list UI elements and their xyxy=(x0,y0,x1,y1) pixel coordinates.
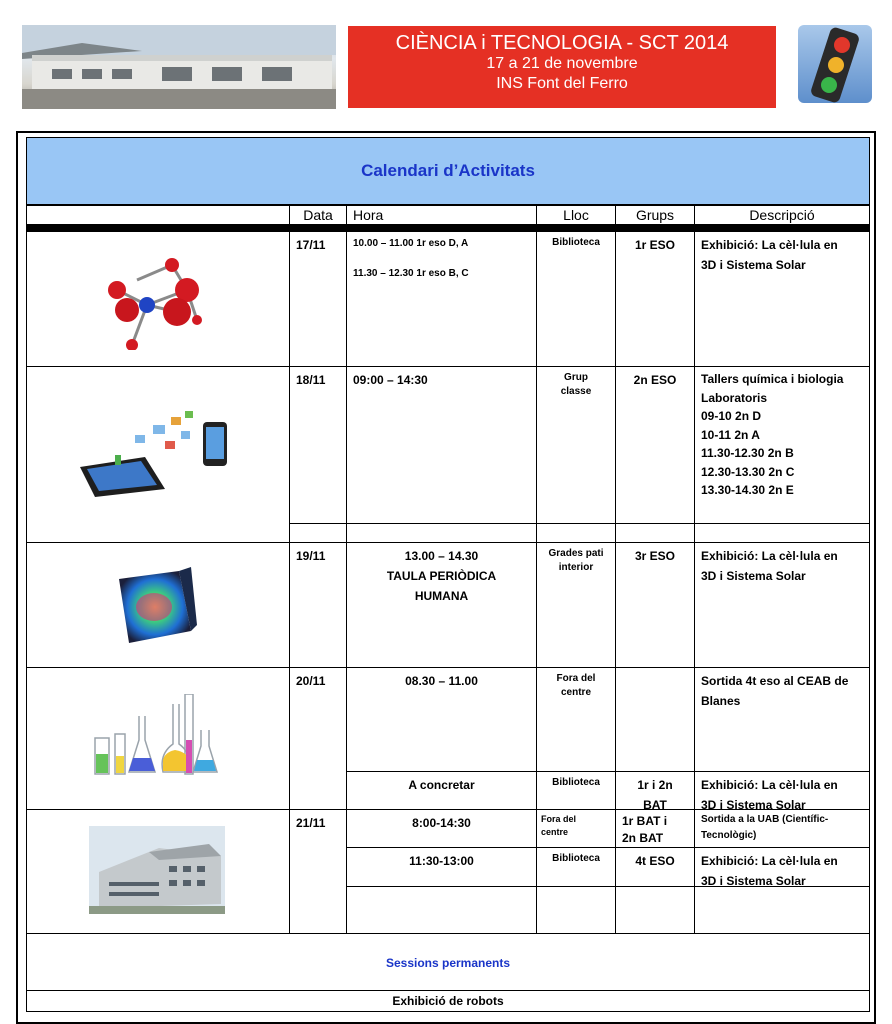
day1-descripcio-line1: Exhibició: La cèl·lula en xyxy=(701,238,838,252)
day5-row1-grups-line2: 2n BAT xyxy=(622,831,664,845)
day4-lloc xyxy=(536,667,616,772)
day1-descripcio xyxy=(694,231,870,367)
molecule-image xyxy=(26,231,290,367)
day2-descripcio-line: 11.30-12.30 2n B xyxy=(701,446,794,460)
day2-descripcio-line: Laboratoris xyxy=(701,390,768,405)
column-header-descripcio: Descripció xyxy=(694,205,870,225)
glowing-cube-image xyxy=(26,542,290,668)
day4-descripcio-line2: Blanes xyxy=(701,694,741,708)
column-header-lloc: Lloc xyxy=(536,205,616,225)
day4-sub-hora: A concretar xyxy=(346,771,537,810)
banner-school: INS Font del Ferro xyxy=(496,75,628,92)
column-header-hora: Hora xyxy=(346,205,537,225)
day5-row1-lloc-line2: centre xyxy=(541,827,569,837)
day5-row2-descripcio-line2: 3D i Sistema Solar xyxy=(701,874,806,888)
day1-hora xyxy=(346,231,537,367)
day4-sub-lloc: Biblioteca xyxy=(536,771,616,810)
day4-sub-grups xyxy=(615,771,695,810)
day4-hora: 08.30 – 11.00 xyxy=(346,667,537,772)
day2-lloc-line1: Grup xyxy=(564,372,588,383)
day4-date: 20/11 xyxy=(289,667,347,810)
day3-descripcio-line2: 3D i Sistema Solar xyxy=(701,569,806,583)
column-header-grups: Grups xyxy=(615,205,695,225)
day1-date: 17/11 xyxy=(289,231,347,367)
school-building-photo xyxy=(22,25,336,109)
day4-lloc-line2: centre xyxy=(560,687,591,698)
day3-lloc-line1: Grades pati xyxy=(548,548,604,559)
day2-empty-cell xyxy=(536,523,616,543)
day5-row1-lloc-line1: Fora del xyxy=(541,814,577,824)
day1-lloc: Biblioteca xyxy=(536,231,616,367)
day2-descripcio-line: 12.30-13.30 2n C xyxy=(701,464,795,479)
day5-row2-hora: 11:30-13:00 xyxy=(346,847,537,887)
day4-sub-descripcio-line1: Exhibició: La cèl·lula en xyxy=(701,778,838,792)
day5-empty-cell xyxy=(536,886,616,934)
day1-descripcio-line2: 3D i Sistema Solar xyxy=(701,258,806,272)
day3-lloc-line2: interior xyxy=(558,562,594,573)
day2-descripcio-line: 09-10 2n D xyxy=(701,409,762,423)
day5-row1-descripcio-line2: Tecnològic) xyxy=(701,830,757,841)
day5-row1-lloc xyxy=(536,809,616,848)
day5-empty-cell xyxy=(615,886,695,934)
day2-empty-cell xyxy=(346,523,537,543)
activity-calendar xyxy=(16,131,876,1024)
column-header-data: Data xyxy=(289,205,347,225)
day1-grups: 1r ESO xyxy=(615,231,695,367)
banner-dates: 17 a 21 de novembre xyxy=(486,55,638,72)
day3-hora-line1: 13.00 – 14.30 xyxy=(404,549,479,563)
day2-empty-cell xyxy=(289,523,347,543)
day2-empty-cell xyxy=(615,523,695,543)
day2-hora: 09:00 – 14:30 xyxy=(346,366,537,524)
calendar-title: Calendari d’Activitats xyxy=(26,137,870,205)
traffic-light-icon xyxy=(798,25,872,103)
day3-date: 19/11 xyxy=(289,542,347,668)
day1-hora-line1: 10.00 – 11.00 1r eso D, A xyxy=(353,238,469,249)
day3-descripcio xyxy=(694,542,870,668)
day4-sub-descripcio xyxy=(694,771,870,810)
day5-row1-grups-line1: 1r BAT i xyxy=(622,814,668,828)
day2-descripcio-line: Tallers química i biologia xyxy=(701,372,844,386)
day3-hora xyxy=(346,542,537,668)
day3-lloc xyxy=(536,542,616,668)
day2-descripcio-line: 10-11 2n A xyxy=(701,427,760,442)
day5-row2-descripcio xyxy=(694,847,870,887)
day2-empty-cell xyxy=(694,523,870,543)
robots-exhibition-row: Exhibició de robots xyxy=(26,990,870,1012)
permanent-sessions-heading: Sessions permanents xyxy=(26,933,870,991)
day2-lloc-line2: classe xyxy=(560,386,592,397)
day3-hora-line3: HUMANA xyxy=(414,589,469,603)
day2-date: 18/11 xyxy=(289,366,347,524)
day5-row2-grups: 4t ESO xyxy=(615,847,695,887)
day3-grups: 3r ESO xyxy=(615,542,695,668)
day4-sub-descripcio-line2: 3D i Sistema Solar xyxy=(701,798,806,812)
day5-row1-descripcio-line1: Sortida a la UAB (Científic- xyxy=(701,814,829,825)
day1-hora-line2: 11.30 – 12.30 1r eso B, C xyxy=(353,268,469,279)
day5-empty-cell xyxy=(694,886,870,934)
day2-descripcio-line: 13.30-14.30 2n E xyxy=(701,483,794,497)
lab-flasks-image xyxy=(26,667,290,810)
page-header xyxy=(0,0,892,120)
day4-descripcio xyxy=(694,667,870,772)
day5-date: 21/11 xyxy=(289,809,347,934)
day2-descripcio xyxy=(694,366,870,524)
day5-empty-cell xyxy=(346,886,537,934)
tablet-devices-image xyxy=(26,366,290,543)
day5-row1-hora: 8:00-14:30 xyxy=(346,809,537,848)
day5-row1-descripcio xyxy=(694,809,870,848)
day4-sub-grups-line2: BAT xyxy=(643,798,667,812)
day3-descripcio-line1: Exhibició: La cèl·lula en xyxy=(701,549,838,563)
day4-lloc-line1: Fora del xyxy=(556,673,596,684)
banner-title: CIÈNCIA i TECNOLOGIA - SCT 2014 xyxy=(395,32,729,54)
day3-hora-line2: TAULA PERIÒDICA xyxy=(386,569,497,583)
day2-lloc xyxy=(536,366,616,524)
day5-row2-lloc: Biblioteca xyxy=(536,847,616,887)
event-banner xyxy=(348,26,776,108)
day4-sub-grups-line1: 1r i 2n xyxy=(637,778,673,792)
image-column-header xyxy=(26,205,290,225)
day4-descripcio-line1: Sortida 4t eso al CEAB de xyxy=(701,674,849,688)
day5-row1-grups xyxy=(615,809,695,848)
day2-grups: 2n ESO xyxy=(615,366,695,524)
day5-row2-descripcio-line1: Exhibició: La cèl·lula en xyxy=(701,854,838,868)
day4-grups xyxy=(615,667,695,772)
university-building-image xyxy=(26,809,290,934)
